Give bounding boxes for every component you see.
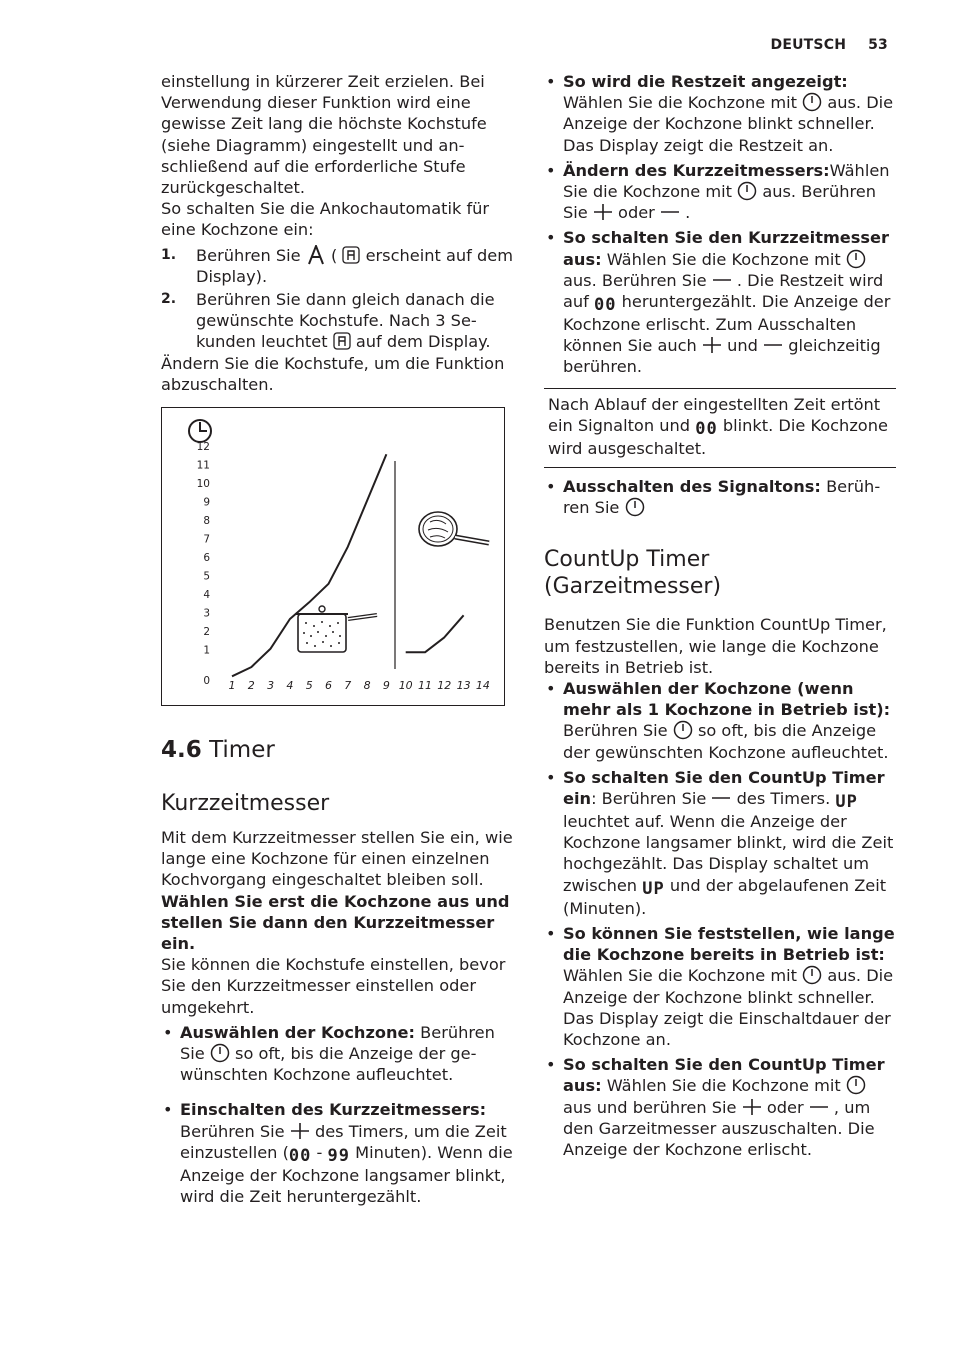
right-column <box>544 71 896 1164</box>
pot-icon <box>296 606 377 652</box>
bullet-bold: Auswählen der Kochzone: <box>180 1022 415 1042</box>
x-tick-label: 5 <box>305 679 313 693</box>
y-tick-label: 4 <box>203 589 210 602</box>
page-header <box>749 37 888 53</box>
x-tick-label: 1 <box>228 679 236 693</box>
timer-icon <box>210 1043 230 1063</box>
bullet-cu-select <box>544 678 896 763</box>
right-bullets <box>544 71 896 378</box>
bullet-text: des Timers. <box>731 789 831 809</box>
intro-text-2: So schalten Sie die Ankochautomatik für eine Kochzone ein: <box>161 199 490 240</box>
bullet-change-timer <box>544 160 896 224</box>
step-text: ( <box>325 245 338 265</box>
steps-list <box>161 245 513 353</box>
bullet-bold: Einschalten des Kurzzeitmessers: <box>180 1100 487 1120</box>
step-number: 2. <box>161 291 177 308</box>
x-tick-label: 14 <box>475 679 490 693</box>
section-heading <box>161 736 513 764</box>
minus-icon <box>660 202 680 222</box>
series-line-2 <box>406 615 464 652</box>
bullet-text: Berühren Sie <box>180 1022 495 1064</box>
bullet-text: und <box>721 336 758 356</box>
y-tick-label: 10 <box>196 478 210 491</box>
bullet-bold: Auswählen der Kochzone (wenn mehr als 1 Kochzone in Betrieb ist): <box>563 679 891 720</box>
note-text: blinkt. Die Kochzone wird ausgeschaltet. <box>548 415 888 458</box>
bullet-cu-check <box>544 923 896 1050</box>
bullet-text: oder <box>612 203 655 223</box>
display-a-icon <box>333 332 351 350</box>
bullet-set-timer <box>161 1099 513 1207</box>
left-column <box>161 71 513 1211</box>
y-tick-label: 6 <box>203 552 210 565</box>
timer-icon <box>802 965 822 985</box>
bullet-text: und der abgelaufenen Zeit (Minuten). <box>563 875 887 918</box>
bullet-text: so oft, bis die Anzeige der gewünschten Kochzone aufleuchtet. <box>180 1044 477 1085</box>
bullet-text: Wählen Sie die Kochzone mit <box>563 966 798 986</box>
boost-diagram <box>161 407 505 706</box>
left-bullets <box>161 1022 513 1207</box>
plus-icon <box>742 1097 762 1117</box>
note-box <box>544 388 896 468</box>
timer-p2-bold: Wählen Sie erst die Kochzone aus und stellen Sie dann den Kurzzeitmesser ein. <box>161 891 510 954</box>
y-tick-label: 0 <box>203 675 210 688</box>
bullet-bold: Ändern des Kurzzeitmessers: <box>563 160 830 180</box>
y-tick-label: 7 <box>203 533 210 546</box>
section-title: Timer <box>209 737 275 764</box>
frying-pan-icon <box>419 512 489 546</box>
bullet-text: leuchtet auf. Wenn die Anzeige der Kochzone langsamer blinkt, wird die Zeit hochgezählt. Das Display schaltet um zwischen <box>563 812 894 895</box>
timer-icon <box>802 92 822 112</box>
minus-icon <box>712 270 732 290</box>
display-up: UP <box>835 792 858 813</box>
y-tick-label: 3 <box>203 607 210 620</box>
bullet-text: Wählen Sie die Kochzone mit <box>563 93 798 113</box>
y-tick-label: 9 <box>203 496 210 509</box>
bullet-text: Minuten). Wenn die Anzeige der Kochzone langsamer blinkt, wird die Zeit heruntergezählt. <box>180 1142 513 1207</box>
bullet-text: Wählen Sie die Kochzone mit <box>563 160 890 202</box>
plus-icon <box>702 335 722 355</box>
bullet-text: so oft, bis die Anzeige der gewünschten Kochzone aufleuchtet. <box>563 721 889 762</box>
step-1 <box>161 245 513 287</box>
bullet-cu-off <box>544 1054 896 1160</box>
bullet-text: aus. Die Anzeige der Kochzone blinkt schneller. Das Display zeigt die Einschaltdauer der Kochzone an. <box>563 966 894 1049</box>
boost-chart <box>162 408 504 705</box>
x-tick-label: 7 <box>344 679 352 693</box>
intro-text: einstellung in kürzerer Zeit erzielen. Bei Verwendung dieser Funktion wird eine gewisse Zeit lang die höchste Kochstufe (siehe Diagramm) eingestellt und anschließend auf die erforderliche Stufe zurückgeschaltet. <box>161 72 487 198</box>
y-tick-label: 8 <box>203 515 210 528</box>
bullet-bold: So schalten Sie den Kurzzeitmesser aus: <box>563 228 890 269</box>
step-number: 1. <box>161 246 177 263</box>
bullet-text: - <box>311 1142 328 1162</box>
after-steps-text: Ändern Sie die Kochstufe, um die Funktion abzuschalten. <box>161 353 505 394</box>
bullet-bold: So wird die Restzeit angezeigt: <box>563 72 848 91</box>
step-2 <box>161 289 513 353</box>
bullet-text: Berühren Sie <box>563 477 881 518</box>
letter-a-icon <box>306 245 326 265</box>
signal-bullets <box>544 476 896 518</box>
display-digits: 99 <box>327 1145 350 1166</box>
y-tick-label: 1 <box>203 644 210 657</box>
countup-intro: Benutzen Sie die Funktion CountUp Timer, um festzustellen, wie lange die Kochzone bereits in Betrieb ist. <box>544 615 887 677</box>
chart-series <box>232 454 464 676</box>
bullet-cu-on <box>544 767 896 919</box>
bullet-text: . <box>680 203 691 223</box>
x-tick-label: 2 <box>247 679 255 693</box>
bullet-text: Berühren Sie <box>180 1121 285 1141</box>
timer-icon <box>737 181 757 201</box>
y-tick-label: 11 <box>196 459 210 472</box>
bullet-text: Wählen Sie die Kochzone mit <box>601 249 841 269</box>
y-tick-label: 2 <box>203 626 210 639</box>
y-tick-label: 12 <box>196 441 210 454</box>
step-text: Berühren Sie <box>196 245 301 265</box>
x-tick-label: 13 <box>456 679 471 693</box>
timer-p1: Mit dem Kurzzeitmesser stellen Sie ein, wie lange eine Kochzone für einen einzelnen Kochvorgang eingeschaltet bleiben soll. <box>161 828 513 890</box>
x-tick-label: 4 <box>286 679 294 693</box>
bullet-text: , um den Garzeitmesser auszuschalten. Die Anzeige der Kochzone erlischt. <box>563 1097 875 1159</box>
timer-icon <box>673 720 693 740</box>
countup-title: CountUp Timer (Garzeitmesser) <box>544 547 722 600</box>
x-tick-label: 3 <box>267 679 275 693</box>
header-language: DEUTSCH <box>770 37 847 53</box>
plus-icon <box>290 1121 310 1141</box>
bullet-text: gleichzeitig berühren. <box>563 336 881 377</box>
bullet-text: oder <box>761 1097 804 1117</box>
x-tick-label: 11 <box>418 679 432 693</box>
timer-p3: Sie können die Kochstufe einstellen, bevor Sie den Kurzzeitmesser einstellen oder umgekehrt. <box>161 955 506 1017</box>
timer-p2 <box>161 891 513 955</box>
bullet-text: Wählen Sie die Kochzone mit <box>601 1076 841 1096</box>
section-number: 4.6 <box>161 737 202 764</box>
bullet-text: heruntergezählt. Die Anzeige der Kochzone erlischt. Zum Ausschalten können Sie auch <box>563 292 891 356</box>
countup-bullets <box>544 678 896 1160</box>
page-number: 53 <box>868 37 888 53</box>
bullet-timer-off <box>544 227 896 377</box>
x-tick-label: 10 <box>398 679 413 693</box>
bullet-remaining-time <box>544 71 896 156</box>
timer-icon <box>846 1075 866 1095</box>
bullet-text: des Timers, um die Zeit einzustellen ( <box>180 1121 507 1162</box>
minus-icon <box>763 335 783 355</box>
x-tick-label: 12 <box>437 679 452 693</box>
y-tick-label: 5 <box>203 570 210 583</box>
bullet-text: aus. Die Anzeige der Kochzone blinkt schneller. Das Display zeigt die Restzeit an. <box>563 93 894 155</box>
minus-icon <box>711 788 731 808</box>
x-axis-ticks <box>229 679 490 692</box>
y-axis-ticks <box>197 441 211 687</box>
plus-icon <box>593 202 613 222</box>
display-a-icon <box>342 246 360 264</box>
bullet-signal-off <box>544 476 896 518</box>
x-tick-label: 9 <box>382 679 390 693</box>
x-tick-label: 8 <box>363 679 371 693</box>
subsection-title: Kurzzeitmesser <box>161 791 330 817</box>
bullet-text: aus und berühren Sie <box>563 1097 737 1117</box>
minus-icon <box>809 1097 829 1117</box>
step-text: erscheint auf dem Display). <box>196 245 514 286</box>
timer-icon <box>846 249 866 269</box>
display-digits: 00 <box>695 418 718 439</box>
note-text: Nach Ablauf der eingestellten Zeit ertönt ein Signalton und <box>548 394 881 435</box>
bullet-text: aus. Berühren Sie <box>563 182 876 223</box>
bullet-bold: So schalten Sie den CountUp Timer aus: <box>563 1055 885 1096</box>
bullet-text: : Berühren Sie <box>591 789 707 809</box>
display-digits: 00 <box>594 295 617 316</box>
display-up: UP <box>642 878 665 899</box>
x-tick-label: 6 <box>325 679 332 693</box>
bullet-select-zone <box>161 1022 513 1086</box>
step-text: Berühren Sie dann gleich danach die gewünschte Kochstufe. Nach 3 Sekunden leuchtet <box>196 290 495 352</box>
bullet-text: . Die Restzeit wird auf <box>563 270 884 312</box>
bullet-bold: So schalten Sie den CountUp Timer ein <box>563 767 885 809</box>
timer-icon <box>189 420 211 442</box>
bullet-bold: Ausschalten des Signaltons: <box>563 477 821 497</box>
bullet-text: aus. Berühren Sie <box>563 270 707 290</box>
timer-icon <box>625 497 645 517</box>
step-text: auf dem Display. <box>350 332 491 352</box>
display-digits: 00 <box>288 1145 312 1166</box>
bullet-bold: So können Sie feststellen, wie lange die Kochzone bereits in Betrieb ist: <box>563 923 895 965</box>
bullet-text: Berühren Sie <box>563 721 668 741</box>
